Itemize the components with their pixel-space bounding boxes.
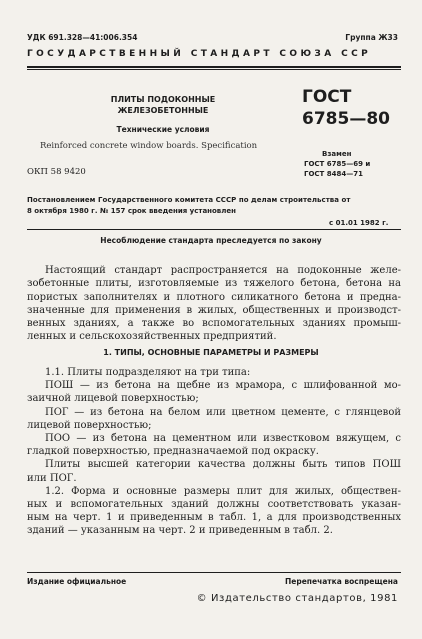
intro-line: ленных и сельскохозяйственных предприятий.	[27, 331, 277, 343]
type-poo: ПОО — из бетона на цементном или известковом вяжущем, с	[45, 433, 401, 445]
replaces-gost-1: ГОСТ 6785—69 и	[304, 160, 371, 168]
top-grade-note-cont: или ПОГ.	[27, 472, 77, 484]
english-title: Reinforced concrete window boards. Specification	[40, 141, 258, 151]
reprint-prohibited: Перепечатка воспрещена	[284, 577, 398, 586]
clause-1-2-cont: зданий — указанным на черт. 2 и приведенным в табл. 2.	[27, 525, 333, 537]
intro-line: Настоящий стандарт распространяется на подоконные желе-	[45, 265, 401, 276]
top-grade-note: Плиты высшей категории качества должны быть типов ПОШ	[45, 459, 401, 471]
type-pog-cont: лицевой поверхностью;	[27, 419, 152, 431]
effective-date: с 01.01 1982 г.	[329, 219, 389, 227]
footer-rule	[27, 572, 401, 573]
law-notice: Несоблюдение стандарта преследуется по закону	[100, 236, 322, 245]
group-code: Группа Ж33	[345, 33, 398, 42]
copyright: © Издательство стандартов, 1981	[196, 593, 398, 604]
type-pog: ПОГ — из бетона на белом или цветном цементе, с глянцевой	[45, 406, 401, 418]
doc-subtitle: Технические условия	[116, 125, 210, 134]
clause-1-2-cont: ных и вспомогательных зданий должны соответствовать указан-	[27, 499, 401, 511]
replaces-label: Взамен	[322, 150, 352, 158]
decree-rule	[27, 229, 401, 230]
header-rule-top	[27, 66, 401, 68]
okp-code: ОКП 58 9420	[27, 167, 86, 177]
clause-1-2: 1.2. Форма и основные размеры плит для жилых, обществен-	[45, 485, 401, 497]
clause-1-2-cont: ным на черт. 1 и приведенным в табл. 1, а для производственных	[27, 512, 401, 524]
intro-line: пористых заполнителях и плотного силикатного бетона и предна-	[27, 291, 401, 303]
type-posh: ПОШ — из бетона на щебне из мрамора, с шлифованной мо-	[45, 380, 401, 392]
intro-line: венных зданиях, а также во вспомогательных зданиях промыш-	[27, 318, 401, 330]
doc-title-line1: ПЛИТЫ ПОДОКОННЫЕ	[110, 95, 216, 104]
intro-line: значенные для применения в жилых, общественных и производст-	[27, 304, 401, 316]
header-rule-bottom	[27, 69, 401, 70]
decree-line1: Постановлением Государственного комитета СССР по делам строительства от	[27, 196, 351, 204]
type-posh-cont: заичной лицевой поверхностью;	[27, 393, 199, 405]
standard-title: ГОСУДАРСТВЕННЫЙ СТАНДАРТ СОЮЗА ССР	[27, 49, 372, 59]
udk-code: УДК 691.328—41:006.354	[27, 33, 138, 42]
official-edition: Издание официальное	[27, 577, 127, 586]
section1-body	[27, 366, 401, 538]
replaces-gost-2: ГОСТ 8484—71	[304, 170, 363, 178]
type-poo-cont: гладкой поверхностью, предназначаемой под окраску.	[27, 446, 319, 458]
gost-label: ГОСТ	[302, 87, 352, 107]
gost-number: 6785—80	[302, 109, 390, 129]
clause-1-1: 1.1. Плиты подразделяют на три типа:	[45, 367, 251, 378]
section-heading: 1. ТИПЫ, ОСНОВНЫЕ ПАРАМЕТРЫ И РАЗМЕРЫ	[103, 348, 319, 357]
intro-paragraph	[27, 264, 401, 344]
decree-line2: 8 октября 1980 г. № 157 срок введения установлен	[27, 207, 236, 215]
doc-title-line2: ЖЕЛЕЗОБЕТОННЫЕ	[117, 106, 209, 115]
intro-line: зобетонные плиты, изготовляемые из тяжелого бетона, бетона на	[27, 278, 401, 290]
